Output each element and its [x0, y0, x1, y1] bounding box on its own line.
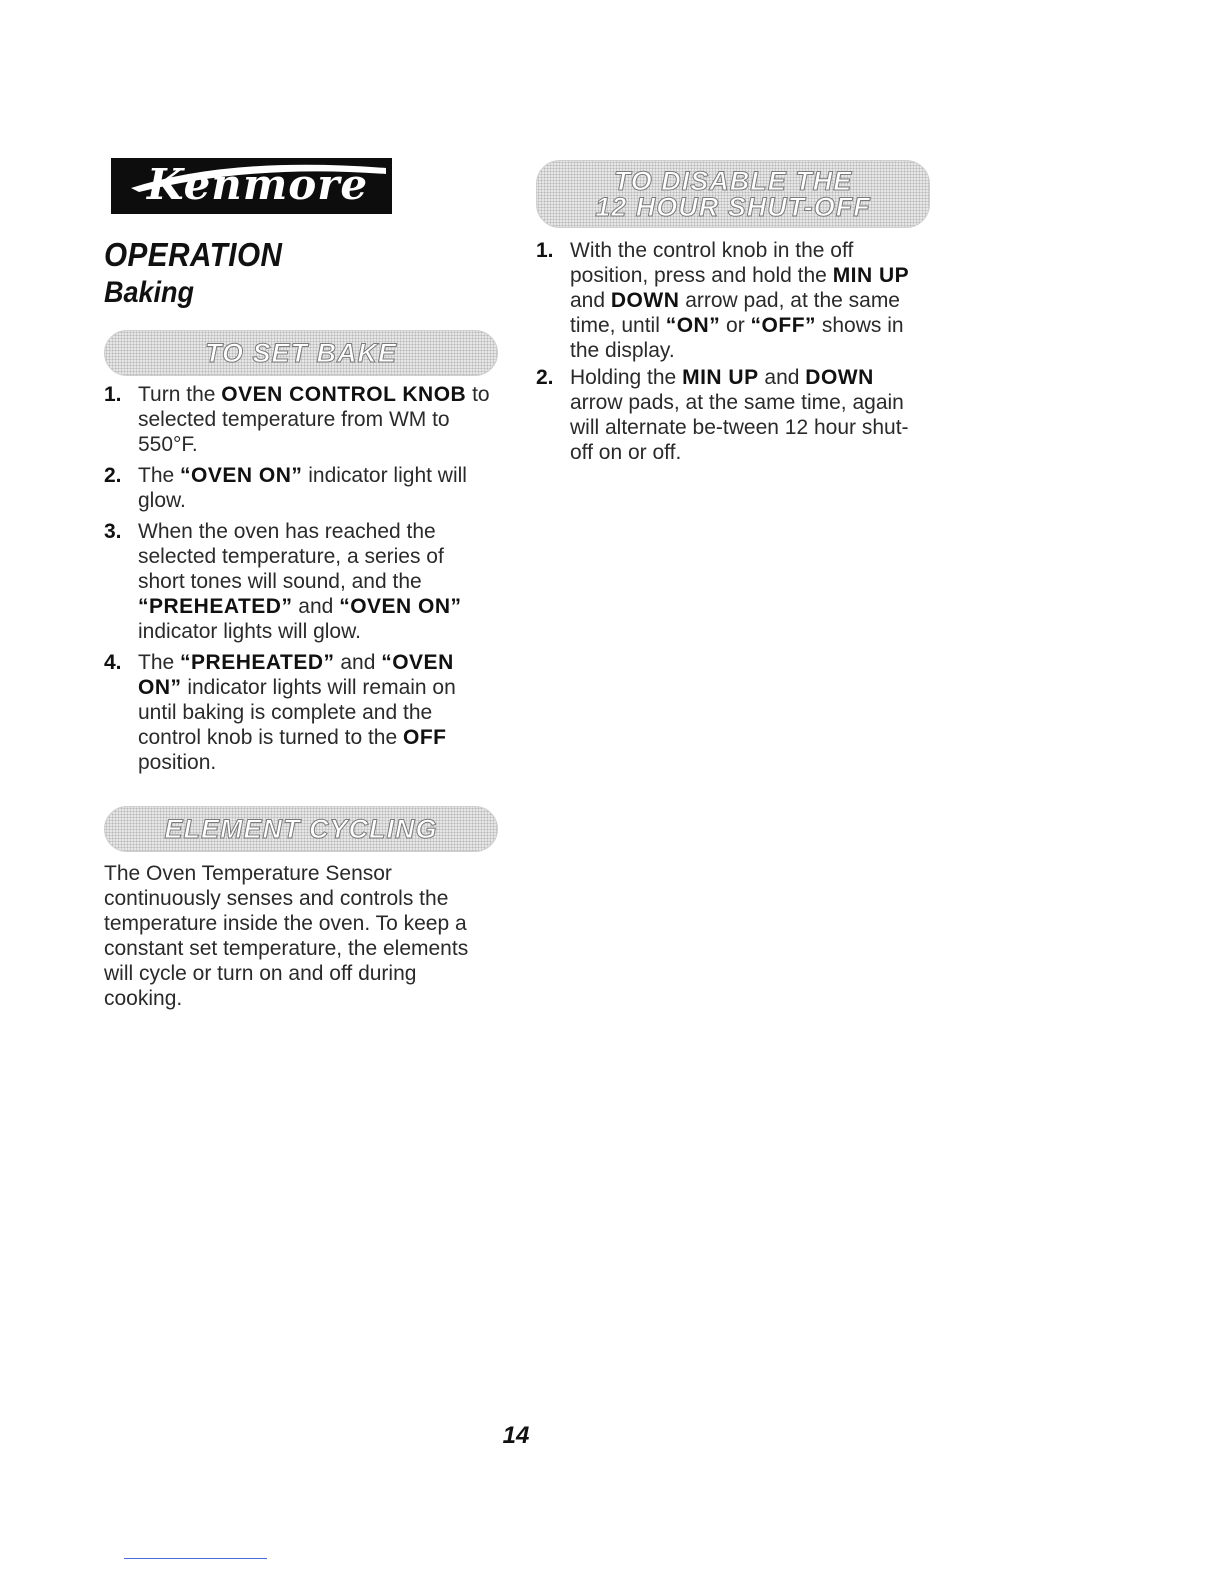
- banner-line-2: 12 HOUR SHUT-OFF: [595, 192, 871, 222]
- step-text: and: [292, 595, 340, 618]
- bold-term: MIN UP: [682, 366, 759, 389]
- footer-rule: [124, 1558, 267, 1559]
- step-text: With the control knob in the off position, press and hold the: [570, 239, 854, 287]
- step-text: Holding the: [570, 366, 683, 389]
- step-number: 3.: [104, 520, 122, 543]
- step-text: position.: [138, 751, 217, 774]
- step-text: to selected temperature from WM to 550°F.: [138, 383, 490, 456]
- bold-term: “OFF”: [750, 314, 817, 337]
- step-text: arrow pad, at the same time, until: [570, 289, 900, 337]
- list-item: [104, 650, 496, 775]
- set-bake-steps: [104, 382, 496, 781]
- list-item: [536, 238, 928, 363]
- bold-term: “ON”: [665, 314, 721, 337]
- page-title: OPERATION: [104, 236, 283, 273]
- bold-term: “PREHEATED”: [138, 595, 293, 618]
- disable-shutoff-steps: [536, 238, 928, 467]
- step-text: indicator light will glow.: [138, 464, 467, 512]
- element-cycling-text: The Oven Temperature Sensor continuously senses and controls the temperature inside the oven. To keep a constant set temperature, the elements will cycle or turn on and off during cooking.: [104, 862, 469, 1010]
- page-subtitle: Baking: [104, 276, 195, 309]
- step-text: and: [570, 289, 611, 312]
- step-text: The: [138, 464, 181, 487]
- list-item: [536, 365, 928, 465]
- bold-term: “PREHEATED”: [180, 651, 335, 674]
- step-text: The: [138, 651, 181, 674]
- step-text: arrow pads, at the same time, again will alternate be-tween 12 hour shut-off on or off.: [570, 391, 909, 464]
- bold-term: “OVEN ON”: [180, 464, 303, 487]
- bold-term: DOWN: [610, 289, 680, 312]
- banner-title: TO SET BAKE: [204, 338, 398, 368]
- step-number: 4.: [104, 651, 122, 674]
- bold-term: OFF: [403, 726, 447, 749]
- step-text: Turn the: [138, 383, 222, 406]
- step-number: 2.: [536, 366, 554, 389]
- banner-disable-shutoff: [536, 160, 930, 228]
- step-text: and: [758, 366, 806, 389]
- bold-term: OVEN CONTROL KNOB: [221, 383, 467, 406]
- banner-to-set-bake: [104, 330, 498, 376]
- banner-title: ELEMENT CYCLING: [164, 814, 438, 844]
- step-text: shows in the display.: [570, 314, 904, 362]
- step-number: 1.: [536, 239, 554, 262]
- banner-line-1: TO DISABLE THE: [613, 166, 853, 196]
- list-item: [104, 463, 496, 513]
- step-number: 2.: [104, 464, 122, 487]
- step-text: and: [334, 651, 382, 674]
- step-text: or: [720, 314, 751, 337]
- step-text: indicator lights will remain on until baking is complete and the control knob is turned to the: [138, 676, 456, 749]
- kenmore-logo: [111, 158, 392, 214]
- bold-term: MIN UP: [832, 264, 910, 287]
- banner-title: [595, 168, 871, 220]
- bold-term: DOWN: [805, 366, 874, 389]
- bold-term: “OVEN ON”: [339, 595, 462, 618]
- list-item: [104, 382, 496, 457]
- list-item: [104, 519, 496, 644]
- page-number: 14: [502, 1422, 530, 1449]
- bold-term: “OVEN ON”: [138, 651, 454, 699]
- banner-element-cycling: [104, 806, 498, 852]
- logo-wordmark: Kenmore: [147, 160, 369, 209]
- step-text: When the oven has reached the selected temperature, a series of short tones will sound, and the: [138, 520, 444, 593]
- step-text: indicator lights will glow.: [138, 620, 361, 643]
- step-number: 1.: [104, 383, 122, 406]
